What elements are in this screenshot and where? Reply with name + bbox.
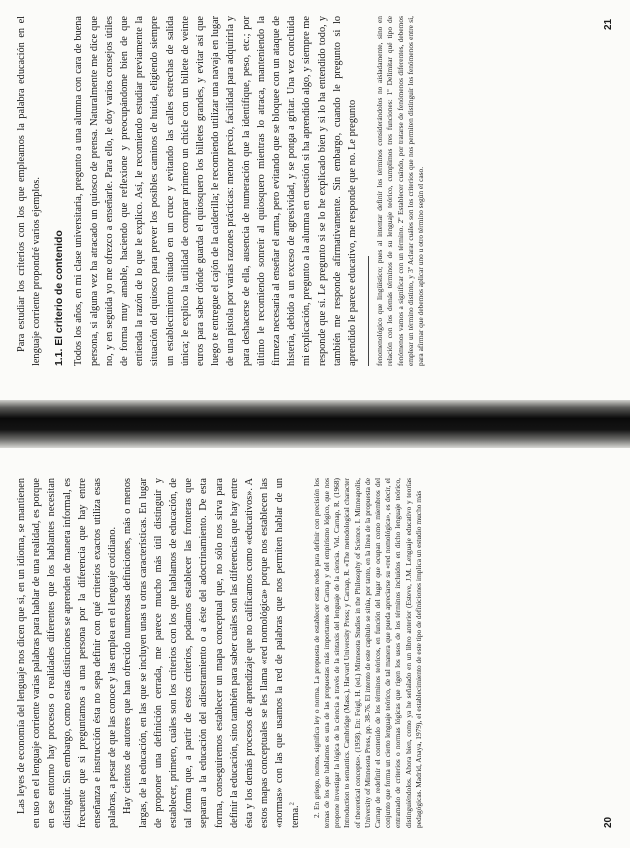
right-intro-paragraph: Para estudiar los criterios con los que empleamos la palabra educación en el lenguaje corriente propondré varios ejemplos. xyxy=(16,16,43,366)
footnote-ref-2: 2 xyxy=(288,802,296,806)
left-text-column xyxy=(14,478,424,828)
section-heading: 1.1. El criterio de contenido xyxy=(54,230,66,366)
left-paragraph-2 xyxy=(120,478,302,828)
left-page xyxy=(0,448,630,848)
right-page xyxy=(0,0,630,400)
left-paragraph-2-text: Hay cientos de autores que han ofrecido numerosas definiciones, más o menos largas, de la educación, en las que se incluyen unas u otras características. En lugar de proponer una definición cerrada, me parece mucho más útil distinguir y establecer, primero, cuáles son los criterios con los que hablamos de educación, de tal forma que, a partir de estos criterios, podamos establecer las fronteras que separan a la educación del adiestramiento o a éste del adoctrinamiento. De esta forma, conseguiremos establecer un mapa conceptual que, no sólo nos sirva para definir la educación, sino también para saber cuáles son las diferencias que hay entre ésta y los demás procesos de aprendizaje que no calificamos como «educativos». A estos mapas conceptuales se les llama «red nomológica» porque nos establecen las «normas» con las que usamos la red de palabras que nos permiten hablar de un tema. xyxy=(122,478,301,828)
right-main-paragraph: Todos los años, en mi clase universitaria, pregunto a una alumna con cara de buena persona, si alguna vez ha atracado un quiosco de prensa. Naturalmente me dice que no, y en seguida yo me ofrezco a enseñarle. Para ello, le doy varios consejos útiles de forma muy amable, haciendo que reflexione y preocupándome bien de que entienda la razón de lo que le explico. Así, le recomiendo estudiar previamente la situación del quiosco para prever los posibles caminos de huida, eligiendo siempre un establecimiento situado en un cruce y evitando las calles estrechas de salida única; le explico la utilidad de comprar primero un chicle con un billete de veinte euros para saber dónde guarda el quiosquero los billetes grandes, y evitar así que luego te entregue el cajón de la calderilla; le recomiendo utilizar una navaja en lugar de una pistola por varias razones prácticas: menor precio, facilidad para adquirirla y para deshacerse de ella, ausencia de numeración que la identifique, peso, etc.; por último le recomiendo sonreír al quiosquero mientras lo atraca, manteniendo la firmeza necesaria al enseñar el arma, pero evitando que se bloquee con un ataque de histeria, debido a un exceso de agresividad, y se ponga a gritar. Una vez concluida mi explicación, pregunto a la alumna en cuestión si ha aprendido algo, y siempre me responde que sí. Le pregunto si se lo he explicado bien y si lo ha entendido todo, y también me responde afirmativamente. Sin embargo, cuando le pregunto si lo aprendido le parece educativo, me responde que no. Le pregunto xyxy=(73,16,359,366)
right-text-column xyxy=(14,16,426,366)
left-paragraph-1: Las leyes de economía del lenguaje nos dicen que si, en un idioma, se mantienen en uso en el lenguaje corriente varias palabras para hablar de una realidad, es porque en ese entorno hay procesos o realidades diferentes que los hablantes necesitan distinguir. Sin embargo, como estas distinciones se aprenden de manera informal, es frecuente que si preguntamos a una persona por la diferencia que hay entre enseñanza e instrucción ésta no sepa definir con qué criterios exactos utiliza esas palabras, a pesar de que las conoce y las emplea en el lenguaje cotidiano. xyxy=(16,478,119,828)
footnote-continuation: fenomenológico que lingüístico; pues al intentar definir los términos considerándolos no aisladamente, sino en relación con los demás términos de su lenguaje teórico, cumplimos tres funciones: 1º Delimitar qué tipo de fenómenos vamos a significar con un término. 2º Establecer cuándo, por tratarse de fenómenos diferentes, debemos emplear un término distinto, y 3º Aclarar cuáles son los criterios que nos permiten distinguir los fenómenos entre sí, para afirmar que debemos aplicar uno u otro término según el caso. xyxy=(375,16,426,366)
page-number-right: 21 xyxy=(603,18,614,30)
footnote-rule xyxy=(368,256,369,366)
footnote-2: 2. En griego, nomos, significa ley o norma. La propuesta de establecer estas redes para definir con precisión los temas de los que hablamos es una de las propuestas más importantes de Carnap y del empirismo lógico, que nos propone investigar la lógica de la ciencia a través de la sintaxis del lenguaje de la ciencia. Vid. Carnap, R. (1968) Introduction to semantics. Cambridge (Mass.), Harvard University Press; y Carnap, R. «The metodological character of theoretical concepts». (1958). En: Feigl, H. (ed.) Minnesota Studies in the Philosophy of Science. I. Minneapolis, University of Minnesota Press, pp. 38-76. El intento de este capítulo se sitúa, por tanto, en la línea de la propuesta de Carnap de redefinir el contenido de los términos teóricos, en función del lugar que ocupan como miembros del conjunto que forma un cierto lenguaje teórico, de tal manera que pueda apreciarse su «red nomológica», es decir, el entramado de criterios o normas lógicas que rigen los usos de los términos incluidos en dicho lenguaje teórico, distinguiéndolos. Ahora bien, como ya he señalado en un libro anterior (Esteve, J.M. Lenguaje educativo y teorías pedagógicas. Madrid, Anaya, 1979), el establecimiento de este tipo de definiciones implica un estudio mucho más xyxy=(311,478,423,828)
page-number-left: 20 xyxy=(603,816,614,828)
book-gutter-shadow xyxy=(0,400,630,448)
